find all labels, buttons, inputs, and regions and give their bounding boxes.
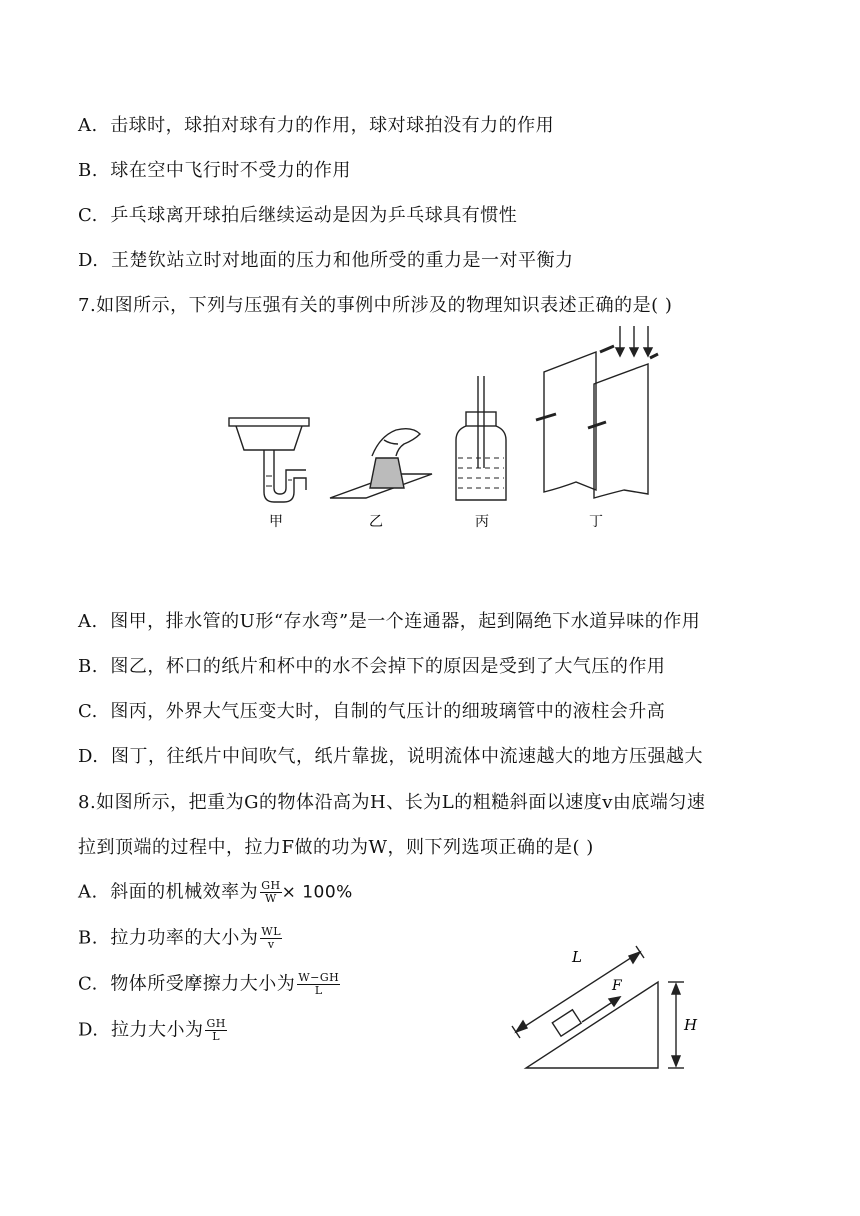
label-height: H [684, 1016, 698, 1034]
q7-stem: 7.如图所示，下列与压强有关的事例中所涉及的物理知识表述正确的是( ) [78, 295, 673, 316]
fraction: $\frac{GH}{L}$ [206, 1017, 226, 1043]
q6-option-d: D. 王楚钦站立时对地面的压力和他所受的重力是一对平衡力 [78, 250, 574, 271]
figure-label-yi: 乙 [369, 514, 383, 530]
q7-option-d: D. 图丁，往纸片中间吹气，纸片靠拢，说明流体中流速越大的地方压强越大 [78, 746, 703, 767]
q8-stem-line1: 8.如图所示，把重为G的物体沿高为H、长为L的粗糙斜面以速度v由底端匀速 [78, 792, 706, 813]
q7-option-b: B. 图乙，杯口的纸片和杯中的水不会掉下的原因是受到了大气压的作用 [78, 656, 666, 677]
q6-option-c: C. 乒乓球离开球拍后继续运动是因为乒乓球具有惯性 [78, 205, 518, 226]
q8-option-d: D. 拉力大小为 $\frac{GH}{L}$ [78, 1017, 226, 1043]
q7-option-a: A. 图甲，排水管的U形“存水弯”是一个连通器，起到隔绝下水道异味的作用 [78, 611, 701, 632]
q8-option-a: A. 斜面的机械效率为 $\frac{GH}{W}$ × 100% [78, 879, 353, 905]
label-length: L [572, 948, 582, 966]
q8-stem-line2: 拉到顶端的过程中，拉力F做的功为W，则下列选项正确的是( ) [78, 837, 594, 858]
q8-option-b: B. 拉力功率的大小为 $\frac{WL}{v}$ [78, 925, 282, 951]
fraction: $\frac{GH}{W}$ [261, 879, 281, 905]
figure-label-jia: 甲 [269, 514, 283, 530]
figure-label-ding: 丁 [589, 514, 603, 530]
fraction: $\frac{WL}{v}$ [261, 925, 282, 951]
label-force: F [612, 978, 622, 994]
q6-option-a: A. 击球时，球拍对球有力的作用，球对球拍没有力的作用 [78, 115, 555, 136]
fraction: $\frac{W-GH}{L}$ [298, 971, 340, 997]
q6-option-b: B. 球在空中飞行时不受力的作用 [78, 160, 351, 181]
q8-option-c: C. 物体所受摩擦力大小为 $\frac{W-GH}{L}$ [78, 971, 340, 997]
figure-label-bing: 丙 [475, 514, 489, 530]
q7-option-c: C. 图丙，外界大气压变大时，自制的气压计的细玻璃管中的液柱会升高 [78, 701, 666, 722]
